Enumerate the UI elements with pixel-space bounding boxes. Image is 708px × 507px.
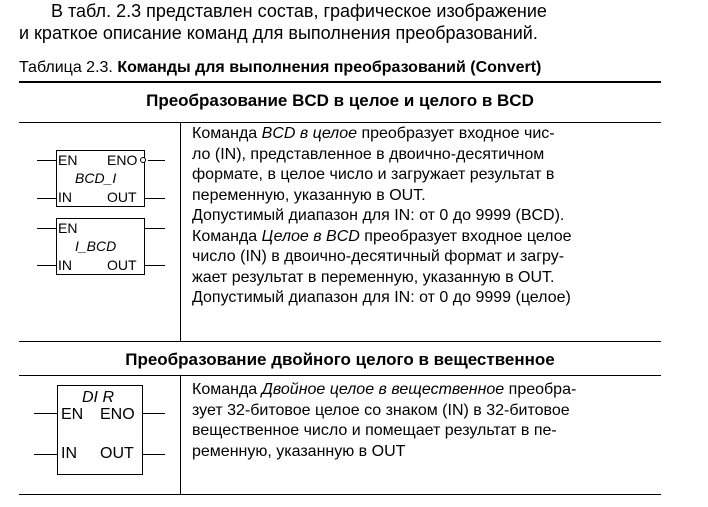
desc-line: жает результат в переменную, указанную в OUT. (192, 268, 555, 286)
in-label: IN (58, 257, 72, 273)
section-1-header-rule (19, 122, 661, 123)
table-top-rule (19, 81, 661, 83)
section-1-title: Преобразование BCD в целое и целого в BCD (146, 91, 534, 110)
desc-line: ло (IN), представленное в двоично-десятичном (192, 145, 545, 163)
eno-label: ENO (100, 406, 135, 423)
desc-line: число (IN) в двоично-десятичный формат и загру- (192, 248, 565, 265)
section-1-bottom-rule (19, 341, 661, 342)
out-label: OUT (107, 257, 137, 273)
block-name: DI R (82, 389, 114, 406)
en-label: EN (61, 406, 84, 423)
en-label: EN (58, 220, 78, 236)
eno-output-wire (144, 228, 165, 229)
out-output-wire (142, 454, 165, 455)
section-2-divider (180, 375, 181, 495)
block-body (57, 385, 143, 475)
block-body (56, 150, 145, 207)
in-input-wire (37, 265, 57, 266)
desc-line: переменную, указанную в OUT. (192, 186, 426, 204)
en-input-wire (37, 228, 57, 229)
section-2-description (192, 380, 576, 462)
desc-line: вещественное число и помещает результат в пе- (192, 422, 557, 439)
eno-output-wire (148, 160, 165, 161)
desc-line: ременную, указанную в OUT (192, 442, 406, 460)
out-output-wire (144, 265, 165, 266)
desc-line: Команда Двойное целое в вещественное преобра- (192, 381, 577, 398)
out-output-wire (144, 198, 165, 199)
block-name: BCD_I (75, 170, 117, 186)
eno-output-wire (142, 413, 165, 414)
in-label: IN (58, 189, 72, 205)
section-1-divider (180, 122, 181, 342)
table-caption-title: Команды для выполнения преобразований (Convert) (117, 59, 542, 76)
en-input-wire (37, 160, 57, 161)
en-input-wire (34, 413, 58, 414)
in-input-wire (34, 454, 58, 455)
section-2-title: Преобразование двойного целого в вещественное (125, 350, 555, 369)
eno-label: ENO (107, 152, 138, 168)
block-body (56, 218, 145, 275)
in-label: IN (61, 445, 77, 462)
desc-line: Допустимый диапазон для IN: от 0 до 9999 (BCD). (192, 207, 565, 224)
desc-line: зует 32-битовое целое со знаком (IN) в 32-битовое (192, 401, 570, 419)
eno-negation-circle (140, 157, 146, 163)
section-2-header-rule (19, 375, 661, 376)
desc-line: Команда BCD в целое преобразует входное чис- (192, 125, 555, 142)
table-caption (19, 59, 541, 77)
out-label: OUT (107, 189, 137, 205)
block-name: I_BCD (75, 238, 117, 254)
table-caption-prefix: Таблица 2.3. (19, 59, 113, 76)
desc-line: Команда Целое в BCD преобразует входное целое (192, 227, 572, 245)
intro-line-2: и краткое описание команд для выполнения преобразований. (19, 23, 538, 43)
intro-line-1: В табл. 2.3 представлен состав, графическое изображение (51, 1, 547, 21)
desc-line: Допустимый диапазон для IN: от 0 до 9999 (целое) (192, 289, 571, 306)
table-bottom-rule (19, 494, 661, 495)
desc-line: формате, в целое число и загружает результат в (192, 166, 555, 183)
out-label: OUT (100, 445, 134, 462)
in-input-wire (37, 198, 57, 199)
section-1-description (192, 124, 572, 309)
en-label: EN (58, 152, 78, 168)
